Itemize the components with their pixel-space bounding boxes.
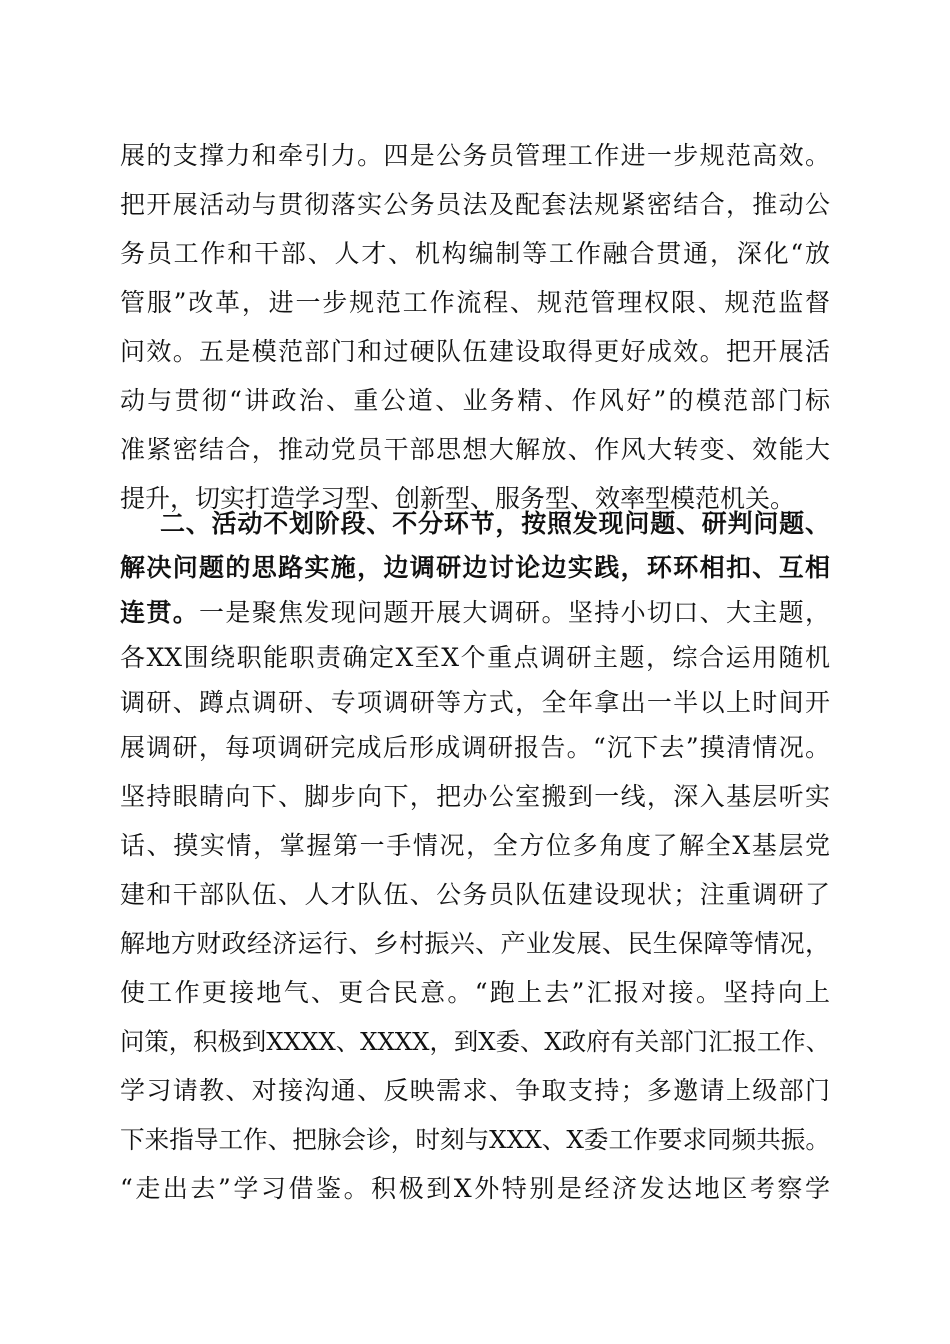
text-span: 管服”改革，进一步规范工作流程、规范管理权限、规范监督 — [120, 288, 830, 317]
text-line-18 — [120, 921, 830, 967]
text-span: 动与贯彻“讲政治、重公道、业务精、作风好”的模范部门标 — [120, 386, 830, 415]
text-line-17 — [120, 872, 830, 918]
text-span: 话、摸实情，掌握第一手情况，全方位多角度了解全X基层党 — [120, 831, 830, 860]
text-line-2 — [120, 182, 830, 228]
text-span: 坚持眼睛向下、脚步向下，把办公室搬到一线，深入基层听实 — [120, 782, 830, 811]
text-line-13 — [120, 680, 830, 726]
heading-line-2 — [120, 545, 830, 591]
text-line-5 — [120, 329, 830, 375]
text-line-3 — [120, 231, 830, 277]
text-span: “走出去”学习借鉴。积极到X外特别是经济发达地区考察学 — [120, 1174, 830, 1203]
text-line-15 — [120, 774, 830, 820]
text-line-22 — [120, 1117, 830, 1163]
text-line-14 — [120, 725, 830, 771]
text-span: 把开展活动与贯彻落实公务员法及配套法规紧密结合，推动公 — [120, 190, 830, 219]
heading-span: 二、活动不划阶段、不分环节，按照发现问题、研判问题、 — [160, 509, 830, 538]
text-span: 一是聚焦发现问题开展大调研。坚持小切口、大主题， — [199, 598, 830, 627]
heading-span: 解决问题的思路实施，边调研边讨论边实践，环环相扣、互相 — [120, 553, 830, 582]
text-span: 问效。五是模范部门和过硬队伍建设取得更好成效。把开展活 — [120, 337, 830, 366]
text-line-7 — [120, 427, 830, 473]
text-span: 提升，切实打造学习型、创新型、服务型、效率型模范机关。 — [120, 484, 796, 513]
heading-line-1 — [160, 501, 830, 547]
text-span: 建和干部队伍、人才队伍、公务员队伍建设现状；注重调研了 — [120, 880, 830, 909]
text-span: 务员工作和干部、人才、机构编制等工作融合贯通，深化“放 — [120, 239, 830, 268]
text-line-19 — [120, 970, 830, 1016]
text-span: 解地方财政经济运行、乡村振兴、产业发展、民生保障等情况， — [120, 929, 830, 958]
text-span: 展的支撑力和牵引力。四是公务员管理工作进一步规范高效。 — [120, 141, 830, 170]
text-span: 下来指导工作、把脉会诊，时刻与XXX、X委工作要求同频共振。 — [120, 1125, 830, 1154]
text-span: 问策，积极到XXXX、XXXX，到X委、X政府有关部门汇报工作、 — [120, 1027, 830, 1056]
text-line-20 — [120, 1019, 830, 1065]
text-span: 调研、蹲点调研、专项调研等方式，全年拿出一半以上时间开 — [120, 688, 830, 717]
text-line-23 — [120, 1166, 830, 1212]
text-line-12 — [120, 635, 830, 681]
text-line-11 — [120, 590, 830, 636]
text-line-1 — [120, 133, 830, 179]
text-span: 各XX围绕职能职责确定X至X个重点调研主题，综合运用随机 — [120, 643, 830, 672]
text-span: 使工作更接地气、更合民意。“跑上去”汇报对接。坚持向上 — [120, 978, 830, 1007]
text-line-4 — [120, 280, 830, 326]
text-line-6 — [120, 378, 830, 424]
text-span: 准紧密结合，推动党员干部思想大解放、作风大转变、效能大 — [120, 435, 830, 464]
text-span: 展调研，每项调研完成后形成调研报告。“沉下去”摸清情况。 — [120, 733, 830, 762]
text-line-16 — [120, 823, 830, 869]
text-span: 学习请教、对接沟通、反映需求、争取支持；多邀请上级部门 — [120, 1076, 830, 1105]
heading-span: 连贯。 — [120, 598, 200, 627]
text-line-21 — [120, 1068, 830, 1114]
